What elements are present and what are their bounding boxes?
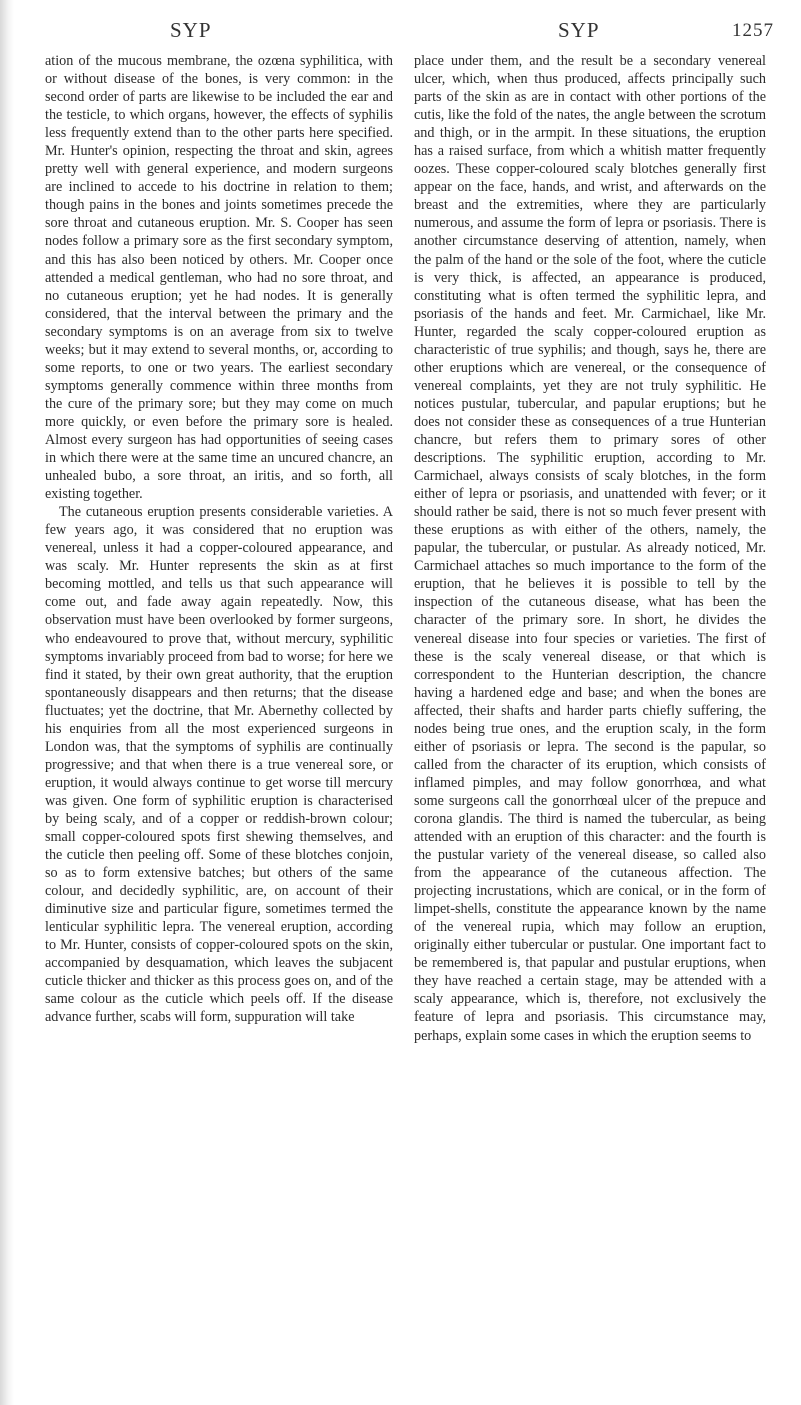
right-paragraph-1: place under them, and the result be a secondary venereal ulcer, which, when thus produced, affects principally such parts of the skin as are in contact with other portions of the cutis, like the fold of the nates, the angle between the scrotum and thigh, or in the armpit. In these situations, the eruption has a raised surface, from which a whitish matter frequently oozes. These copper-coloured scaly blotches generally first appear on the face, hands, and wrist, and afterwards on the breast and the extremities, where they are particularly numerous, and assume the form of lepra or psoriasis. There is another circumstance deserving of attention, namely, when the palm of the hand or the sole of the foot, where the cuticle is very thick, is affected, an appearance is produced, constituting what is often termed the syphilitic lepra, and psoriasis of the hands and feet. Mr. Carmichael, like Mr. Hunter, regarded the scaly copper-coloured eruption as characteristic of true syphilis; and though, says he, there are other eruptions which are venereal, or the consequence of venereal complaints, yet they are not truly syphilitic. He notices pustular, tubercular, and papular eruptions; but he does not consider these as consequences of a true Hunterian chancre, but refers them to primary sores of other descriptions. The syphilitic eruption, according to Mr. Carmichael, always consists of scaly blotches, in the form either of lepra or psoriasis, and unattended with fever; or it should rather be said, there is not so much fever present with these eruptions as with either of the others, namely, the papular, the tubercular, or pustular. As already noticed, Mr. Carmichael attaches so much importance to the form of the eruption, that he believes it is possible to tell by the inspection of the cutaneous disease, what has been the character of the primary sore. In short, he divides the venereal disease into four species or varieties. The first of these is the scaly venereal disease, or that which is correspondent to the Hunterian description, the chancre having a hardened edge and base; and when the bones are affected, their shafts and harder parts chiefly suffering, the nodes being true ones, and the eruption scaly, in the form either of psoriasis or lepra. The second is the papular, so called from the character of its eruption, which consists of inflamed pimples, and may follow gonorrhœa, and what some surgeons call the gonorrhœal ulcer of the prepuce and corona glandis. The third is named the tubercular, as being attended with an eruption of this character: and the fourth is the pustular variety of the venereal disease, so called also from the appearance of the cutaneous affection. The projecting incrustations, which are conical, or in the form of limpet-shells, constitute the appearance known by the name of the venereal rupia, which may follow an eruption, originally either tubercular or pustular. One important fact to be remembered is, that papular and pustular eruptions, when they have reached a certain stage, may be attended with a scaly appearance, which is, therefore, not exclusively the feature of lepra and psoriasis. This circumstance may, perhaps, explain some cases in which the eruption seems to xyxy=(414,53,766,1044)
left-text-column xyxy=(45,52,393,1027)
header-left-title: SYP xyxy=(170,18,212,42)
page-number: 1257 xyxy=(732,20,774,41)
right-text-column xyxy=(414,52,766,1045)
left-paragraph-1: ation of the mucous membrane, the ozœna syphilitica, with or without disease of the bones, is very common: in the second order of parts are likewise to be included the ear and the testicle, to which organs, however, the effects of syphilis less frequently extend than to the other parts here specified. Mr. Hunter's opinion, respecting the throat and skin, agrees pretty well with general experience, and modern surgeons are inclined to accede to his doctrine in relation to them; though pains in the bones and joints sometimes precede the sore throat and cutaneous eruption. Mr. S. Cooper has seen nodes follow a primary sore as the first secondary symptom, and this has also been noticed by others. Mr. Cooper once attended a medical gentleman, who had no sore throat, and no cutaneous eruption; yet he had nodes. It is generally considered, that the interval between the primary and the secondary symptoms is on an average from six to twelve weeks; but it may extend to several months, or, according to some reports, to one or two years. The earliest secondary symptoms generally commence within three months from the cure of the primary sore; but they may come on much more quickly, or even before the primary sore is healed. Almost every surgeon has had opportunities of seeing cases in which there were at the same time an uncured chancre, an unhealed bubo, a sore throat, an iritis, and so forth, all existing together. xyxy=(45,53,393,503)
page-binding-edge xyxy=(0,0,14,1405)
left-paragraph-2: The cutaneous eruption presents considerable varieties. A few years ago, it was considered that no eruption was venereal, unless it had a copper-coloured appearance, and was scaly. Mr. Hunter represents the skin as at first becoming mottled, and tells us that such appearance will come out, and fade away again repeatedly. Now, this observation must have been overlooked by former surgeons, who endeavoured to prove that, without mercury, syphilitic symptoms invariably proceed from bad to worse; for here we find it stated, by their own great authority, that the eruption spontaneously disappears and then returns; that the disease fluctuates; yet the doctrine, that Mr. Abernethy collected by his enquiries from all the most experienced surgeons in London was, that the symptoms of syphilis are continually progressive; and that when there is a true venereal sore, or eruption, it would always continue to get worse till mercury was given. One form of syphilitic eruption is characterised by being scaly, and of a copper or reddish-brown colour; small copper-coloured spots first shewing themselves, and the cuticle then peeling off. Some of these blotches conjoin, so as to form extensive batches; but others of the same colour, and decidedly syphilitic, are, on account of their diminutive size and particular figure, sometimes termed the lenticular syphilitic lepra. The venereal eruption, according to Mr. Hunter, consists of copper-coloured spots on the skin, accompanied by desquamation, which leaves the subjacent cuticle thicker and thicker as this process goes on, and of the same colour as the cuticle which peels off. If the disease advance further, scabs will form, suppuration will take xyxy=(45,504,393,1026)
running-header xyxy=(0,8,801,48)
header-right-title: SYP xyxy=(558,18,600,42)
